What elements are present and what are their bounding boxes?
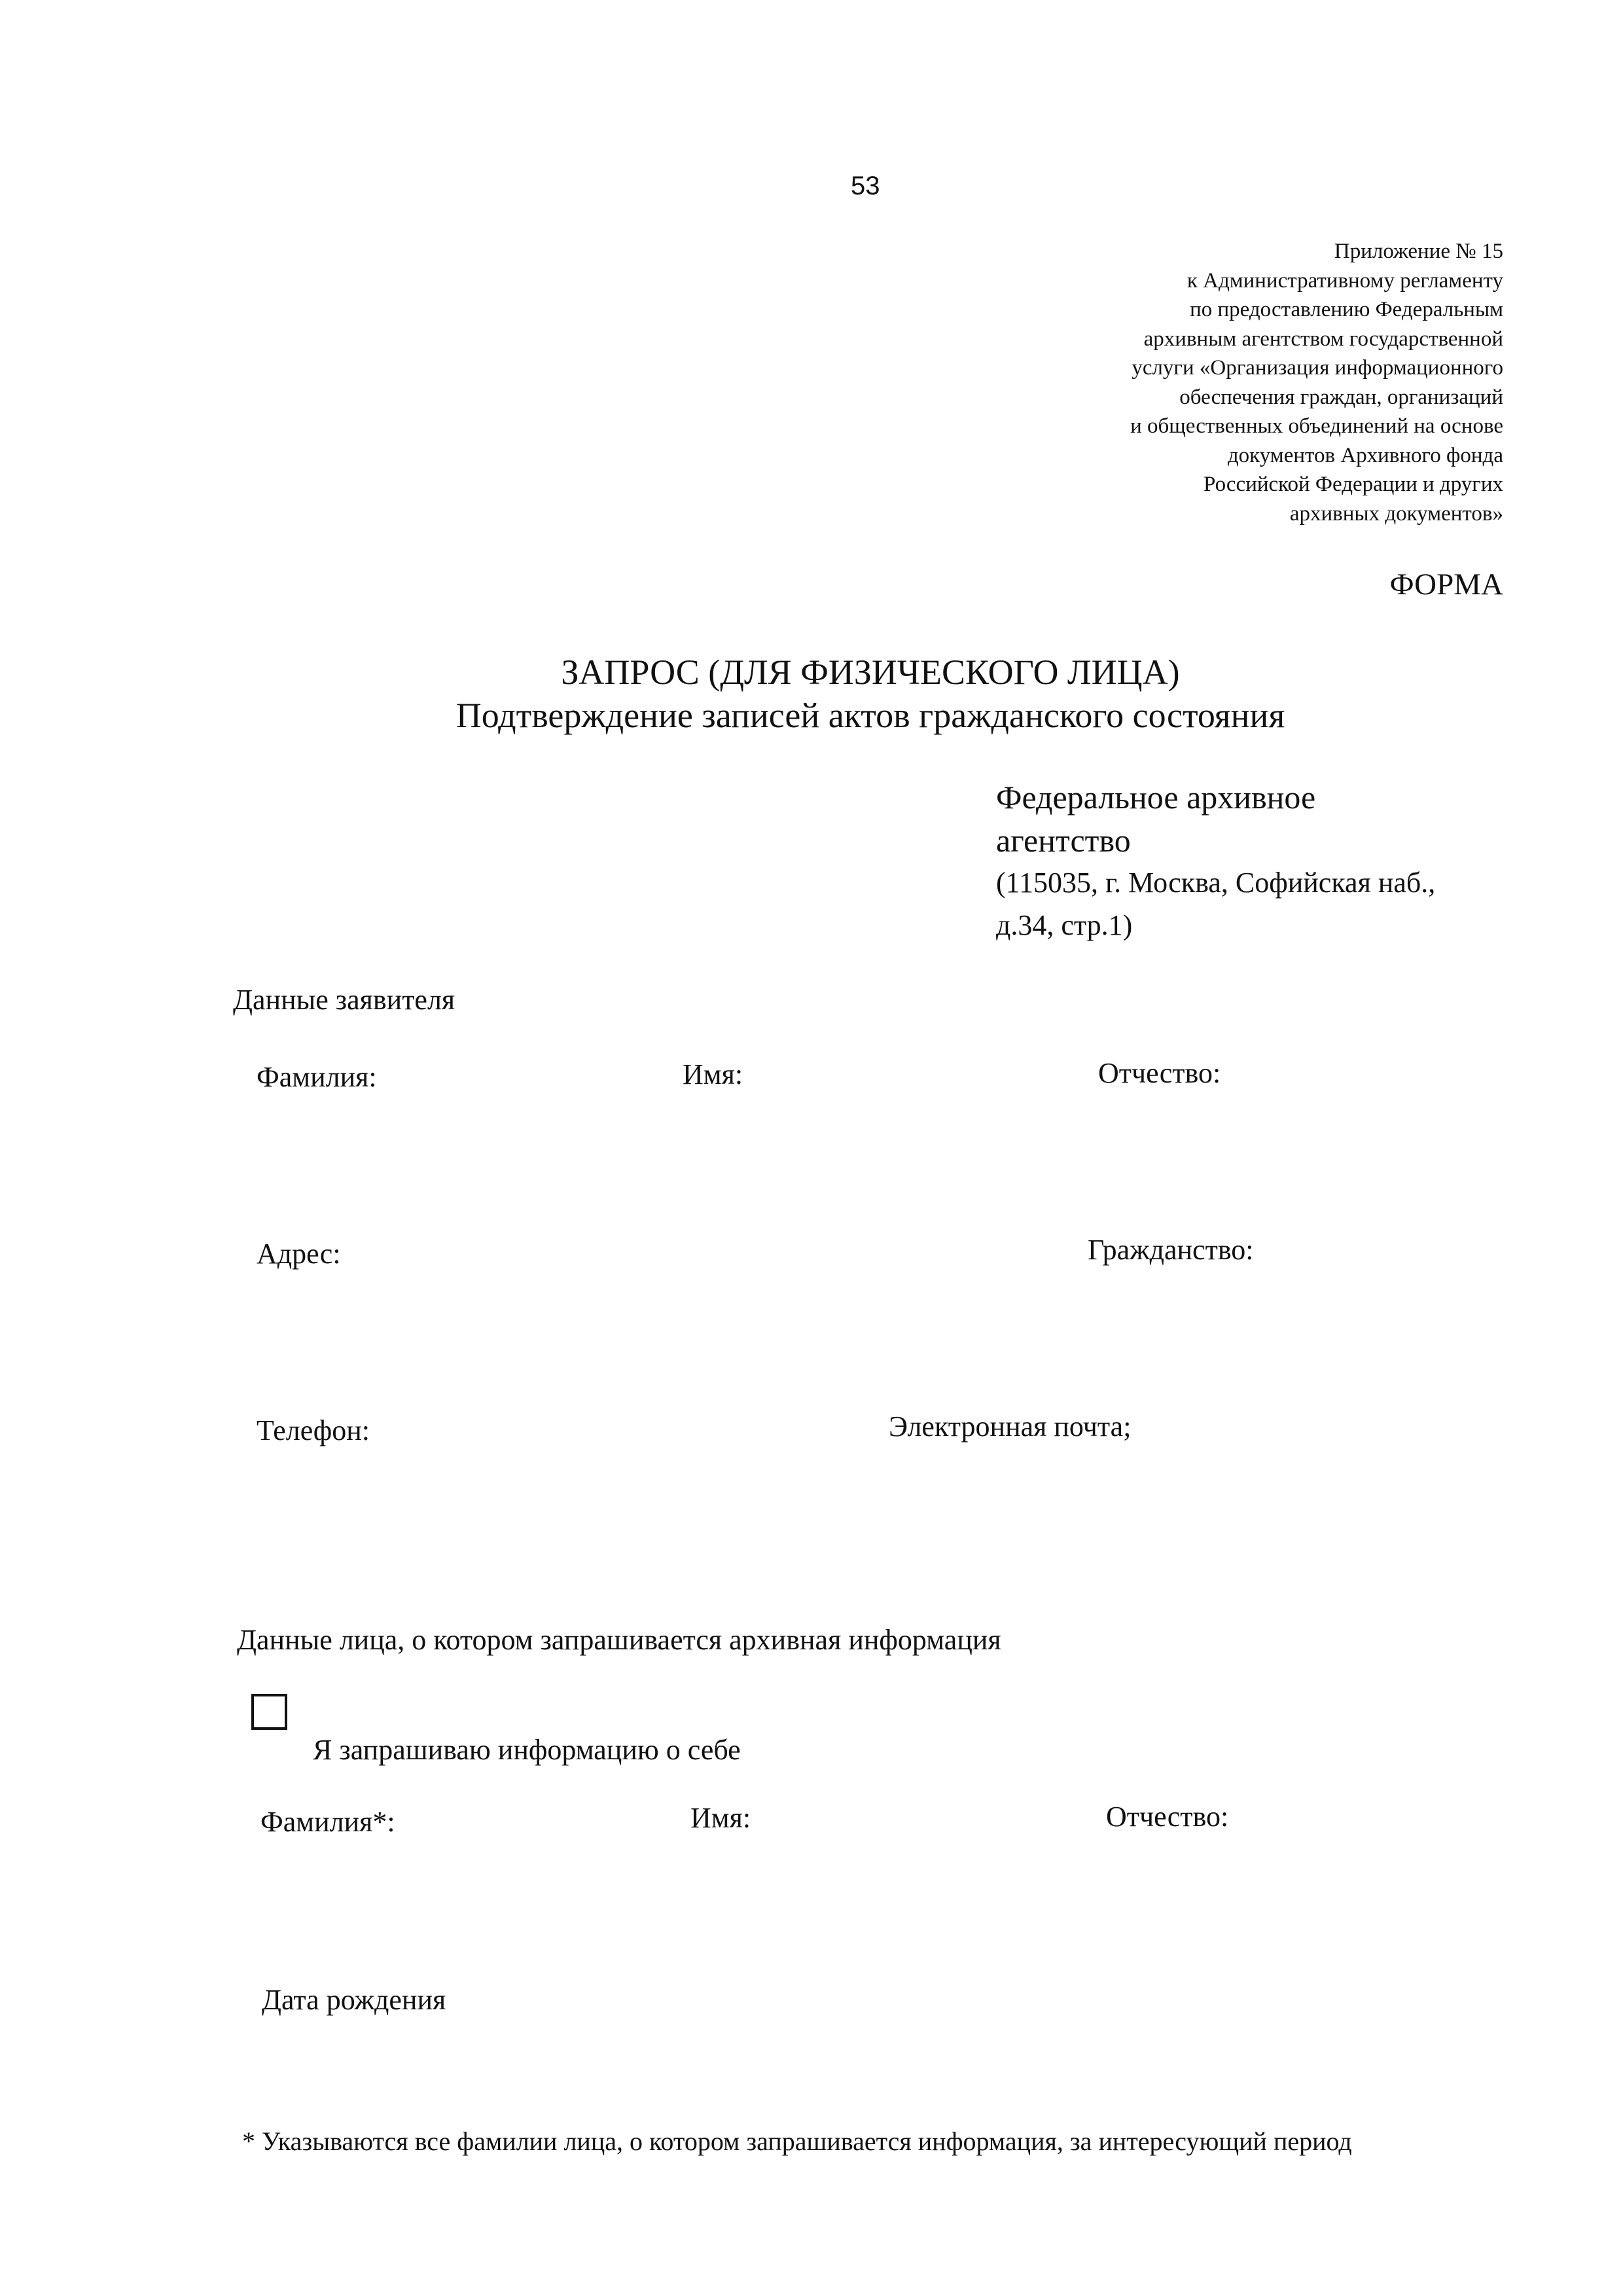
subject-first-name-label: Имя:	[690, 1802, 751, 1834]
self-request-checkbox[interactable]	[251, 1694, 287, 1730]
appendix-line: Российской Федерации и других	[1204, 473, 1503, 496]
applicant-address-label: Адрес:	[257, 1238, 341, 1270]
appendix-line: услуги «Организация информационного	[1132, 356, 1503, 380]
footnote: * Указываются все фамилии лица, о котором запрашивается информация, за интересующий период	[242, 2126, 1352, 2156]
document-title	[0, 651, 1623, 737]
appendix-reference	[1130, 237, 1503, 528]
recipient-name	[996, 776, 1315, 862]
applicant-last-name-label: Фамилия:	[257, 1061, 377, 1093]
subject-patronymic-label: Отчество:	[1106, 1801, 1229, 1833]
appendix-line: к Административному регламенту	[1186, 268, 1503, 293]
recipient-name-line: Федеральное архивное	[996, 779, 1316, 816]
applicant-patronymic-label: Отчество:	[1098, 1057, 1221, 1089]
applicant-section-heading: Данные заявителя	[233, 984, 455, 1016]
appendix-line: Приложение № 15	[1334, 240, 1503, 263]
appendix-line: по предоставлению Федеральным	[1190, 298, 1503, 321]
title-subtitle: Подтверждение записей актов гражданского состояния	[455, 696, 1285, 735]
subject-birth-date-label: Дата рождения	[262, 1984, 446, 2016]
recipient-address	[996, 861, 1435, 946]
title-main: ЗАПРОС (ДЛЯ ФИЗИЧЕСКОГО ЛИЦА)	[561, 653, 1180, 692]
form-label: ФОРМА	[1389, 567, 1503, 601]
subject-section-heading: Данные лица, о котором запрашивается архивная информация	[237, 1624, 1001, 1656]
applicant-first-name-label: Имя:	[683, 1058, 743, 1090]
appendix-line: и общественных объединений на основе	[1130, 414, 1503, 438]
appendix-line: архивных документов»	[1289, 501, 1503, 526]
appendix-line: обеспечения граждан, организаций	[1179, 385, 1503, 409]
applicant-email-label: Электронная почта;	[889, 1410, 1132, 1443]
recipient-name-line: агентство	[996, 822, 1131, 859]
page-number: 53	[851, 171, 880, 200]
applicant-phone-label: Телефон:	[257, 1414, 370, 1446]
self-request-label: Я запрашиваю информацию о себе	[313, 1734, 741, 1766]
recipient-address-line: д.34, стр.1)	[996, 909, 1133, 941]
appendix-line: документов Архивного фонда	[1227, 443, 1503, 467]
appendix-line: архивным агентством государственной	[1143, 327, 1503, 351]
subject-last-name-label: Фамилия*:	[260, 1806, 395, 1838]
recipient-address-line: (115035, г. Москва, Софийская наб.,	[996, 867, 1436, 899]
applicant-citizenship-label: Гражданство:	[1088, 1234, 1254, 1266]
